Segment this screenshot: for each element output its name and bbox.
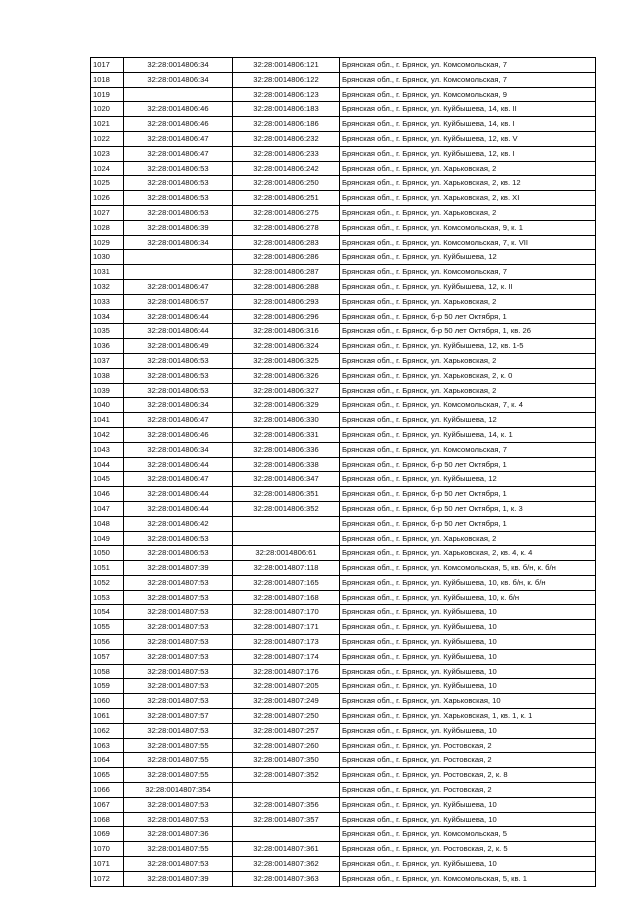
cadastral-number-parcel: 32:28:0014806:34 bbox=[124, 58, 233, 73]
row-number: 1067 bbox=[91, 797, 124, 812]
cadastral-number-object: 32:28:0014806:232 bbox=[233, 131, 340, 146]
address: Брянская обл., г. Брянск, ул. Харьковская, 2, кв. XI bbox=[340, 191, 596, 206]
cadastral-number-object: 32:28:0014806:278 bbox=[233, 220, 340, 235]
address: Брянская обл., г. Брянск, ул. Харьковская, 2 bbox=[340, 353, 596, 368]
cadastral-number-object: 32:28:0014806:287 bbox=[233, 265, 340, 280]
address: Брянская обл., г. Брянск, ул. Куйбышева, 10 bbox=[340, 723, 596, 738]
cadastral-number-object: 32:28:0014807:171 bbox=[233, 620, 340, 635]
table-row bbox=[91, 487, 596, 502]
row-number: 1029 bbox=[91, 235, 124, 250]
row-number: 1033 bbox=[91, 294, 124, 309]
cadastral-number-parcel: 32:28:0014806:53 bbox=[124, 383, 233, 398]
address: Брянская обл., г. Брянск, ул. Ростовская, 2 bbox=[340, 783, 596, 798]
address: Брянская обл., г. Брянск, ул. Куйбышева, 12 bbox=[340, 472, 596, 487]
address: Брянская обл., г. Брянск, ул. Ростовская, 2 bbox=[340, 738, 596, 753]
address: Брянская обл., г. Брянск, ул. Куйбышева, 12, кв. 1-5 bbox=[340, 339, 596, 354]
cadastral-number-object: 32:28:0014807:165 bbox=[233, 575, 340, 590]
cadastral-number-object: 32:28:0014806:275 bbox=[233, 205, 340, 220]
cadastral-number-object bbox=[233, 516, 340, 531]
table-row bbox=[91, 353, 596, 368]
cadastral-number-object: 32:28:0014806:293 bbox=[233, 294, 340, 309]
table-row bbox=[91, 635, 596, 650]
cadastral-number-parcel bbox=[124, 265, 233, 280]
row-number: 1019 bbox=[91, 87, 124, 102]
cadastral-number-parcel: 32:28:0014807:53 bbox=[124, 679, 233, 694]
address: Брянская обл., г. Брянск, ул. Харьковская, 2 bbox=[340, 161, 596, 176]
address: Брянская обл., г. Брянск, ул. Комсомольская, 7, к. VII bbox=[340, 235, 596, 250]
address: Брянская обл., г. Брянск, ул. Харьковская, 2 bbox=[340, 294, 596, 309]
address: Брянская обл., г. Брянск, ул. Куйбышева, 10 bbox=[340, 635, 596, 650]
table-row bbox=[91, 753, 596, 768]
address: Брянская обл., г. Брянск, б-р 50 лет Октября, 1, к. 3 bbox=[340, 501, 596, 516]
address: Брянская обл., г. Брянск, ул. Комсомольская, 5 bbox=[340, 827, 596, 842]
row-number: 1072 bbox=[91, 871, 124, 886]
address: Брянская обл., г. Брянск, б-р 50 лет Октября, 1 bbox=[340, 457, 596, 472]
address: Брянская обл., г. Брянск, ул. Комсомольская, 7 bbox=[340, 265, 596, 280]
cadastral-number-parcel: 32:28:0014806:47 bbox=[124, 131, 233, 146]
address: Брянская обл., г. Брянск, ул. Куйбышева, 12, кв. V bbox=[340, 131, 596, 146]
cadastral-number-object: 32:28:0014806:326 bbox=[233, 368, 340, 383]
row-number: 1058 bbox=[91, 664, 124, 679]
table-row bbox=[91, 768, 596, 783]
cadastral-number-parcel: 32:28:0014807:55 bbox=[124, 738, 233, 753]
cadastral-number-object: 32:28:0014807:249 bbox=[233, 694, 340, 709]
cadastral-number-object: 32:28:0014806:338 bbox=[233, 457, 340, 472]
table-row bbox=[91, 383, 596, 398]
cadastral-number-parcel: 32:28:0014806:34 bbox=[124, 442, 233, 457]
cadastral-number-parcel bbox=[124, 87, 233, 102]
cadastral-number-parcel: 32:28:0014807:53 bbox=[124, 590, 233, 605]
table-row bbox=[91, 427, 596, 442]
cadastral-number-object: 32:28:0014806:283 bbox=[233, 235, 340, 250]
row-number: 1052 bbox=[91, 575, 124, 590]
address: Брянская обл., г. Брянск, б-р 50 лет Октября, 1 bbox=[340, 516, 596, 531]
cadastral-number-object: 32:28:0014807:352 bbox=[233, 768, 340, 783]
address: Брянская обл., г. Брянск, ул. Харьковская, 2 bbox=[340, 205, 596, 220]
cadastral-number-parcel: 32:28:0014806:49 bbox=[124, 339, 233, 354]
row-number: 1026 bbox=[91, 191, 124, 206]
cadastral-number-object: 32:28:0014806:329 bbox=[233, 398, 340, 413]
address: Брянская обл., г. Брянск, ул. Харьковская, 2, кв. 12 bbox=[340, 176, 596, 191]
cadastral-number-parcel: 32:28:0014806:46 bbox=[124, 102, 233, 117]
cadastral-number-parcel: 32:28:0014807:53 bbox=[124, 797, 233, 812]
row-number: 1018 bbox=[91, 72, 124, 87]
address: Брянская обл., г. Брянск, ул. Куйбышева, 10, кв. б/н, к. б/н bbox=[340, 575, 596, 590]
address: Брянская обл., г. Брянск, ул. Комсомольская, 9 bbox=[340, 87, 596, 102]
row-number: 1057 bbox=[91, 649, 124, 664]
row-number: 1020 bbox=[91, 102, 124, 117]
cadastral-number-parcel: 32:28:0014807:55 bbox=[124, 753, 233, 768]
address: Брянская обл., г. Брянск, ул. Куйбышева, 14, кв. I bbox=[340, 117, 596, 132]
row-number: 1017 bbox=[91, 58, 124, 73]
table-row bbox=[91, 546, 596, 561]
cadastral-number-parcel: 32:28:0014806:53 bbox=[124, 191, 233, 206]
row-number: 1069 bbox=[91, 827, 124, 842]
cadastral-number-parcel: 32:28:0014806:44 bbox=[124, 501, 233, 516]
cadastral-number-parcel: 32:28:0014806:46 bbox=[124, 117, 233, 132]
table-row bbox=[91, 709, 596, 724]
cadastral-number-object bbox=[233, 783, 340, 798]
cadastral-number-parcel: 32:28:0014806:44 bbox=[124, 487, 233, 502]
address: Брянская обл., г. Брянск, б-р 50 лет Октября, 1, кв. 26 bbox=[340, 324, 596, 339]
cadastral-number-parcel: 32:28:0014806:34 bbox=[124, 235, 233, 250]
address: Брянская обл., г. Брянск, б-р 50 лет Октября, 1 bbox=[340, 487, 596, 502]
table-row bbox=[91, 620, 596, 635]
table-row bbox=[91, 783, 596, 798]
table-row bbox=[91, 72, 596, 87]
cadastral-number-parcel: 32:28:0014806:44 bbox=[124, 324, 233, 339]
cadastral-number-object: 32:28:0014806:61 bbox=[233, 546, 340, 561]
row-number: 1042 bbox=[91, 427, 124, 442]
address: Брянская обл., г. Брянск, ул. Куйбышева, 10 bbox=[340, 649, 596, 664]
cadastral-number-parcel: 32:28:0014807:57 bbox=[124, 709, 233, 724]
row-number: 1023 bbox=[91, 146, 124, 161]
address: Брянская обл., г. Брянск, ул. Харьковская, 2, к. 0 bbox=[340, 368, 596, 383]
cadastral-number-object: 32:28:0014807:174 bbox=[233, 649, 340, 664]
table-row bbox=[91, 857, 596, 872]
cadastral-number-object bbox=[233, 827, 340, 842]
table-row bbox=[91, 723, 596, 738]
cadastral-number-parcel: 32:28:0014807:53 bbox=[124, 635, 233, 650]
table-row bbox=[91, 102, 596, 117]
row-number: 1063 bbox=[91, 738, 124, 753]
table-row bbox=[91, 590, 596, 605]
row-number: 1064 bbox=[91, 753, 124, 768]
address: Брянская обл., г. Брянск, ул. Куйбышева, 10 bbox=[340, 797, 596, 812]
cadastral-number-parcel: 32:28:0014806:53 bbox=[124, 531, 233, 546]
row-number: 1039 bbox=[91, 383, 124, 398]
row-number: 1050 bbox=[91, 546, 124, 561]
cadastral-number-object: 32:28:0014807:170 bbox=[233, 605, 340, 620]
cadastral-number-parcel: 32:28:0014807:354 bbox=[124, 783, 233, 798]
table-row bbox=[91, 58, 596, 73]
row-number: 1044 bbox=[91, 457, 124, 472]
table-row bbox=[91, 279, 596, 294]
cadastral-number-parcel: 32:28:0014807:36 bbox=[124, 827, 233, 842]
cadastral-number-object: 32:28:0014806:296 bbox=[233, 309, 340, 324]
row-number: 1049 bbox=[91, 531, 124, 546]
address: Брянская обл., г. Брянск, ул. Харьковская, 2, кв. 4, к. 4 bbox=[340, 546, 596, 561]
row-number: 1024 bbox=[91, 161, 124, 176]
cadastral-number-object: 32:28:0014807:250 bbox=[233, 709, 340, 724]
cadastral-number-object: 32:28:0014807:357 bbox=[233, 812, 340, 827]
address: Брянская обл., г. Брянск, ул. Куйбышева, 10 bbox=[340, 664, 596, 679]
row-number: 1043 bbox=[91, 442, 124, 457]
row-number: 1059 bbox=[91, 679, 124, 694]
address: Брянская обл., г. Брянск, ул. Комсомольская, 9, к. 1 bbox=[340, 220, 596, 235]
table-row bbox=[91, 812, 596, 827]
cadastral-number-parcel: 32:28:0014806:53 bbox=[124, 205, 233, 220]
table-row bbox=[91, 442, 596, 457]
address: Брянская обл., г. Брянск, ул. Куйбышева, 12, кв. I bbox=[340, 146, 596, 161]
row-number: 1031 bbox=[91, 265, 124, 280]
cadastral-number-parcel: 32:28:0014806:47 bbox=[124, 146, 233, 161]
row-number: 1054 bbox=[91, 605, 124, 620]
cadastral-number-object: 32:28:0014807:176 bbox=[233, 664, 340, 679]
row-number: 1048 bbox=[91, 516, 124, 531]
cadastral-number-object: 32:28:0014807:356 bbox=[233, 797, 340, 812]
table-row bbox=[91, 220, 596, 235]
table-row bbox=[91, 472, 596, 487]
address: Брянская обл., г. Брянск, ул. Харьковская, 2 bbox=[340, 531, 596, 546]
address: Брянская обл., г. Брянск, ул. Комсомольская, 7 bbox=[340, 58, 596, 73]
row-number: 1045 bbox=[91, 472, 124, 487]
address: Брянская обл., г. Брянск, ул. Куйбышева, 14, к. 1 bbox=[340, 427, 596, 442]
address: Брянская обл., г. Брянск, ул. Ростовская, 2, к. 8 bbox=[340, 768, 596, 783]
row-number: 1021 bbox=[91, 117, 124, 132]
row-number: 1040 bbox=[91, 398, 124, 413]
cadastral-number-parcel: 32:28:0014806:44 bbox=[124, 457, 233, 472]
row-number: 1066 bbox=[91, 783, 124, 798]
cadastral-number-object: 32:28:0014806:122 bbox=[233, 72, 340, 87]
row-number: 1051 bbox=[91, 561, 124, 576]
row-number: 1060 bbox=[91, 694, 124, 709]
address: Брянская обл., г. Брянск, ул. Куйбышева, 12 bbox=[340, 413, 596, 428]
cadastral-number-parcel: 32:28:0014806:34 bbox=[124, 72, 233, 87]
table-row bbox=[91, 339, 596, 354]
cadastral-number-object: 32:28:0014806:288 bbox=[233, 279, 340, 294]
cadastral-number-object: 32:28:0014806:331 bbox=[233, 427, 340, 442]
cadastral-number-object: 32:28:0014806:250 bbox=[233, 176, 340, 191]
cadastral-number-parcel: 32:28:0014807:53 bbox=[124, 694, 233, 709]
address: Брянская обл., г. Брянск, ул. Куйбышева, 14, кв. II bbox=[340, 102, 596, 117]
address: Брянская обл., г. Брянск, ул. Ростовская, 2 bbox=[340, 753, 596, 768]
cadastral-number-object: 32:28:0014806:347 bbox=[233, 472, 340, 487]
address: Брянская обл., г. Брянск, ул. Куйбышева, 10 bbox=[340, 679, 596, 694]
row-number: 1041 bbox=[91, 413, 124, 428]
table-row bbox=[91, 575, 596, 590]
cadastral-number-parcel: 32:28:0014807:39 bbox=[124, 561, 233, 576]
cadastral-number-parcel: 32:28:0014806:53 bbox=[124, 176, 233, 191]
cadastral-number-parcel: 32:28:0014806:42 bbox=[124, 516, 233, 531]
cadastral-number-parcel: 32:28:0014806:47 bbox=[124, 279, 233, 294]
table-row bbox=[91, 738, 596, 753]
cadastral-number-object: 32:28:0014807:363 bbox=[233, 871, 340, 886]
cadastral-number-object: 32:28:0014806:242 bbox=[233, 161, 340, 176]
row-number: 1046 bbox=[91, 487, 124, 502]
address: Брянская обл., г. Брянск, ул. Комсомольская, 7, к. 4 bbox=[340, 398, 596, 413]
cadastral-number-parcel: 32:28:0014807:53 bbox=[124, 649, 233, 664]
table-row bbox=[91, 117, 596, 132]
table-row bbox=[91, 531, 596, 546]
address: Брянская обл., г. Брянск, ул. Куйбышева, 12, к. II bbox=[340, 279, 596, 294]
cadastral-number-parcel: 32:28:0014807:53 bbox=[124, 575, 233, 590]
row-number: 1025 bbox=[91, 176, 124, 191]
cadastral-number-object: 32:28:0014807:350 bbox=[233, 753, 340, 768]
address: Брянская обл., г. Брянск, ул. Комсомольская, 5, кв. 1 bbox=[340, 871, 596, 886]
row-number: 1032 bbox=[91, 279, 124, 294]
row-number: 1047 bbox=[91, 501, 124, 516]
table-row bbox=[91, 561, 596, 576]
table-row bbox=[91, 205, 596, 220]
cadastral-number-object: 32:28:0014806:251 bbox=[233, 191, 340, 206]
table-row bbox=[91, 161, 596, 176]
cadastral-number-object: 32:28:0014806:183 bbox=[233, 102, 340, 117]
table-row bbox=[91, 309, 596, 324]
cadastral-number-parcel: 32:28:0014807:53 bbox=[124, 620, 233, 635]
row-number: 1053 bbox=[91, 590, 124, 605]
cadastral-number-parcel: 32:28:0014806:34 bbox=[124, 398, 233, 413]
table-row bbox=[91, 265, 596, 280]
table-row bbox=[91, 176, 596, 191]
cadastral-number-object: 32:28:0014806:325 bbox=[233, 353, 340, 368]
cadastral-number-parcel: 32:28:0014807:53 bbox=[124, 723, 233, 738]
table-row bbox=[91, 797, 596, 812]
cadastral-number-object: 32:28:0014806:123 bbox=[233, 87, 340, 102]
table-row bbox=[91, 191, 596, 206]
cadastral-number-object: 32:28:0014806:316 bbox=[233, 324, 340, 339]
cadastral-number-parcel: 32:28:0014807:53 bbox=[124, 605, 233, 620]
cadastral-number-object: 32:28:0014807:118 bbox=[233, 561, 340, 576]
table-row bbox=[91, 250, 596, 265]
cadastral-number-object: 32:28:0014807:257 bbox=[233, 723, 340, 738]
address: Брянская обл., г. Брянск, ул. Харьковская, 2 bbox=[340, 383, 596, 398]
table-row bbox=[91, 605, 596, 620]
cadastral-number-parcel: 32:28:0014806:53 bbox=[124, 546, 233, 561]
row-number: 1027 bbox=[91, 205, 124, 220]
row-number: 1028 bbox=[91, 220, 124, 235]
address: Брянская обл., г. Брянск, ул. Куйбышева, 10 bbox=[340, 857, 596, 872]
row-number: 1071 bbox=[91, 857, 124, 872]
cadastral-number-parcel: 32:28:0014807:55 bbox=[124, 842, 233, 857]
cadastral-number-object: 32:28:0014807:361 bbox=[233, 842, 340, 857]
address: Брянская обл., г. Брянск, ул. Куйбышева, 10, к. б/н bbox=[340, 590, 596, 605]
cadastral-number-object: 32:28:0014806:233 bbox=[233, 146, 340, 161]
address: Брянская обл., г. Брянск, ул. Куйбышева, 10 bbox=[340, 620, 596, 635]
table-row bbox=[91, 679, 596, 694]
row-number: 1061 bbox=[91, 709, 124, 724]
table-row bbox=[91, 501, 596, 516]
table-row bbox=[91, 871, 596, 886]
row-number: 1065 bbox=[91, 768, 124, 783]
cadastral-number-object: 32:28:0014806:351 bbox=[233, 487, 340, 502]
cadastral-number-object: 32:28:0014807:260 bbox=[233, 738, 340, 753]
cadastral-number-object: 32:28:0014806:327 bbox=[233, 383, 340, 398]
cadastral-number-parcel: 32:28:0014806:39 bbox=[124, 220, 233, 235]
table-row bbox=[91, 827, 596, 842]
table-row bbox=[91, 324, 596, 339]
table-row bbox=[91, 131, 596, 146]
cadastral-number-parcel: 32:28:0014806:46 bbox=[124, 427, 233, 442]
row-number: 1036 bbox=[91, 339, 124, 354]
cadastral-number-parcel: 32:28:0014807:53 bbox=[124, 857, 233, 872]
cadastral-number-object bbox=[233, 531, 340, 546]
table-row bbox=[91, 516, 596, 531]
cadastral-number-object: 32:28:0014806:330 bbox=[233, 413, 340, 428]
table-row bbox=[91, 694, 596, 709]
address: Брянская обл., г. Брянск, б-р 50 лет Октября, 1 bbox=[340, 309, 596, 324]
address: Брянская обл., г. Брянск, ул. Куйбышева, 10 bbox=[340, 812, 596, 827]
address: Брянская обл., г. Брянск, ул. Комсомольская, 7 bbox=[340, 442, 596, 457]
row-number: 1035 bbox=[91, 324, 124, 339]
row-number: 1037 bbox=[91, 353, 124, 368]
cadastral-number-object: 32:28:0014806:121 bbox=[233, 58, 340, 73]
cadastral-number-parcel: 32:28:0014807:53 bbox=[124, 664, 233, 679]
row-number: 1070 bbox=[91, 842, 124, 857]
row-number: 1034 bbox=[91, 309, 124, 324]
cadastral-number-object: 32:28:0014806:286 bbox=[233, 250, 340, 265]
cadastral-number-object: 32:28:0014807:168 bbox=[233, 590, 340, 605]
cadastral-number-parcel: 32:28:0014806:53 bbox=[124, 161, 233, 176]
cadastral-number-object: 32:28:0014806:336 bbox=[233, 442, 340, 457]
address: Брянская обл., г. Брянск, ул. Комсомольская, 7 bbox=[340, 72, 596, 87]
cadastral-number-parcel: 32:28:0014806:44 bbox=[124, 309, 233, 324]
cadastral-number-object: 32:28:0014807:173 bbox=[233, 635, 340, 650]
register-table bbox=[90, 57, 596, 887]
table-row bbox=[91, 294, 596, 309]
row-number: 1022 bbox=[91, 131, 124, 146]
register-table-body bbox=[91, 58, 596, 887]
cadastral-number-parcel: 32:28:0014806:47 bbox=[124, 413, 233, 428]
cadastral-number-object: 32:28:0014806:352 bbox=[233, 501, 340, 516]
cadastral-number-parcel: 32:28:0014806:53 bbox=[124, 368, 233, 383]
address: Брянская обл., г. Брянск, ул. Харьковская, 1, кв. 1, к. 1 bbox=[340, 709, 596, 724]
table-row bbox=[91, 146, 596, 161]
row-number: 1038 bbox=[91, 368, 124, 383]
table-row bbox=[91, 368, 596, 383]
row-number: 1030 bbox=[91, 250, 124, 265]
cadastral-number-object: 32:28:0014806:186 bbox=[233, 117, 340, 132]
cadastral-number-parcel: 32:28:0014806:53 bbox=[124, 353, 233, 368]
row-number: 1055 bbox=[91, 620, 124, 635]
address: Брянская обл., г. Брянск, ул. Комсомольская, 5, кв. б/н, к. б/н bbox=[340, 561, 596, 576]
table-row bbox=[91, 87, 596, 102]
cadastral-number-object: 32:28:0014807:205 bbox=[233, 679, 340, 694]
address: Брянская обл., г. Брянск, ул. Ростовская, 2, к. 5 bbox=[340, 842, 596, 857]
cadastral-number-object: 32:28:0014807:362 bbox=[233, 857, 340, 872]
document-page bbox=[90, 57, 596, 887]
cadastral-number-parcel: 32:28:0014806:57 bbox=[124, 294, 233, 309]
table-row bbox=[91, 398, 596, 413]
row-number: 1056 bbox=[91, 635, 124, 650]
cadastral-number-parcel bbox=[124, 250, 233, 265]
table-row bbox=[91, 649, 596, 664]
cadastral-number-parcel: 32:28:0014807:53 bbox=[124, 812, 233, 827]
cadastral-number-parcel: 32:28:0014807:55 bbox=[124, 768, 233, 783]
address: Брянская обл., г. Брянск, ул. Куйбышева, 12 bbox=[340, 250, 596, 265]
row-number: 1062 bbox=[91, 723, 124, 738]
cadastral-number-object: 32:28:0014806:324 bbox=[233, 339, 340, 354]
table-row bbox=[91, 842, 596, 857]
cadastral-number-parcel: 32:28:0014806:47 bbox=[124, 472, 233, 487]
address: Брянская обл., г. Брянск, ул. Харьковская, 10 bbox=[340, 694, 596, 709]
table-row bbox=[91, 664, 596, 679]
address: Брянская обл., г. Брянск, ул. Куйбышева, 10 bbox=[340, 605, 596, 620]
table-row bbox=[91, 413, 596, 428]
cadastral-number-parcel: 32:28:0014807:39 bbox=[124, 871, 233, 886]
table-row bbox=[91, 457, 596, 472]
row-number: 1068 bbox=[91, 812, 124, 827]
table-row bbox=[91, 235, 596, 250]
